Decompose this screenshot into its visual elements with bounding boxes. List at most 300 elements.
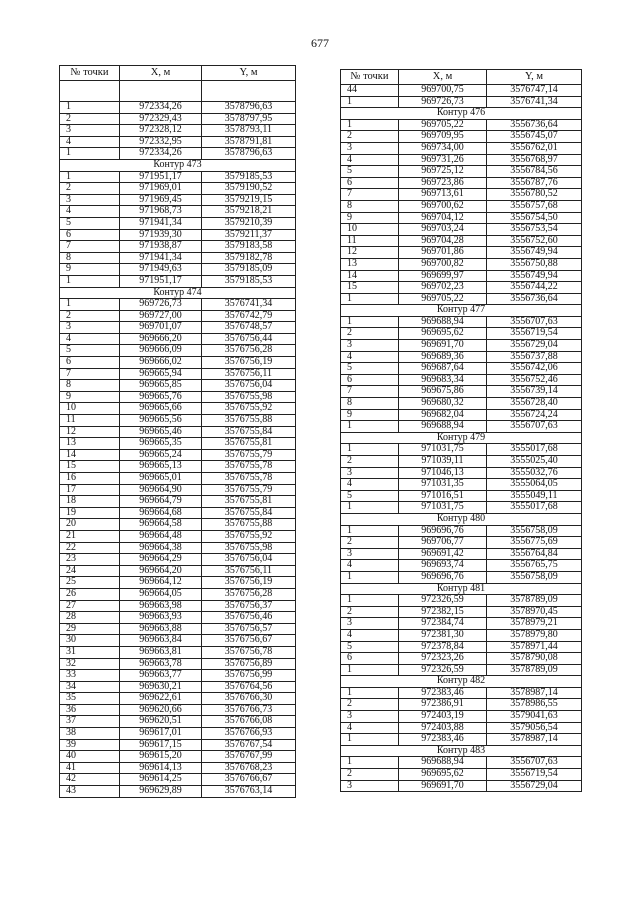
x-coordinate-cell: 969617,01: [120, 728, 202, 740]
point-number-cell: 8: [60, 252, 120, 264]
table-row: [60, 716, 296, 728]
table-row: [341, 247, 582, 259]
x-coordinate-cell: 972403,19: [399, 711, 487, 723]
x-coordinate-cell: 972378,84: [399, 641, 487, 653]
y-coordinate-cell: 3556728,40: [487, 398, 582, 410]
x-coordinate-cell: 969696,76: [399, 525, 487, 537]
table-row: [341, 629, 582, 641]
point-number-cell: 13: [341, 258, 399, 270]
table-row: [341, 200, 582, 212]
table-row: [60, 623, 296, 635]
x-coordinate-cell: 969693,74: [399, 560, 487, 572]
x-coordinate-cell: 972332,95: [120, 136, 202, 148]
y-coordinate-cell: 3556765,75: [487, 560, 582, 572]
contour-heading-row: [341, 305, 582, 317]
point-number-cell: 33: [60, 670, 120, 682]
y-coordinate-cell: 3576756,57: [202, 623, 296, 635]
y-coordinate-cell: 3579218,21: [202, 206, 296, 218]
y-coordinate-cell: 3555017,68: [487, 444, 582, 456]
table-row: [341, 606, 582, 618]
point-number-cell: 14: [60, 449, 120, 461]
x-coordinate-cell: 972323,26: [399, 653, 487, 665]
y-coordinate-cell: 3576756,28: [202, 345, 296, 357]
table-header-row: [60, 66, 296, 81]
y-coordinate-cell: 3576767,99: [202, 751, 296, 763]
point-number-cell: 2: [60, 183, 120, 195]
point-number-cell: 3: [341, 467, 399, 479]
x-coordinate-cell: 969700,75: [399, 85, 487, 97]
table-row: [341, 537, 582, 549]
point-number-cell: 43: [60, 786, 120, 798]
y-coordinate-cell: 3579056,54: [487, 722, 582, 734]
point-number-cell: 12: [341, 247, 399, 259]
y-coordinate-cell: 3576767,54: [202, 739, 296, 751]
y-coordinate-cell: 3579210,39: [202, 217, 296, 229]
table-row: [60, 635, 296, 647]
y-coordinate-cell: 3576756,11: [202, 368, 296, 380]
y-coordinate-cell: 3556744,22: [487, 282, 582, 294]
table-row: [341, 653, 582, 665]
header-point-number: № точки: [341, 70, 399, 85]
table-row: [60, 449, 296, 461]
x-coordinate-cell: 969614,13: [120, 762, 202, 774]
point-number-cell: 8: [60, 380, 120, 392]
table-row: [60, 646, 296, 658]
table-row: [341, 374, 582, 386]
table-row: [60, 217, 296, 229]
x-coordinate-cell: 969704,28: [399, 235, 487, 247]
x-coordinate-cell: 971039,11: [399, 456, 487, 468]
y-coordinate-cell: 3576766,30: [202, 693, 296, 705]
table-row: [341, 757, 582, 769]
point-number-cell: 2: [341, 456, 399, 468]
point-number-cell: 10: [60, 403, 120, 415]
point-number-cell: 11: [341, 235, 399, 247]
y-coordinate-cell: 3576756,04: [202, 554, 296, 566]
y-coordinate-cell: 3576756,37: [202, 600, 296, 612]
table-row: [60, 473, 296, 485]
point-number-cell: 26: [60, 588, 120, 600]
table-row: [341, 293, 582, 305]
x-coordinate-cell: 971969,01: [120, 183, 202, 195]
x-coordinate-cell: 969663,88: [120, 623, 202, 635]
point-number-cell: 4: [341, 722, 399, 734]
point-number-cell: 34: [60, 681, 120, 693]
x-coordinate-cell: 969683,34: [399, 374, 487, 386]
point-number-cell: 25: [60, 577, 120, 589]
table-row: [60, 728, 296, 740]
contour-label: Контур 474: [60, 287, 296, 299]
y-coordinate-cell: 3576766,73: [202, 704, 296, 716]
x-coordinate-cell: 969695,62: [399, 769, 487, 781]
table-row: [341, 687, 582, 699]
table-row: [341, 456, 582, 468]
point-number-cell: 3: [341, 340, 399, 352]
table-row: [60, 252, 296, 264]
x-coordinate-cell: 969691,42: [399, 548, 487, 560]
point-number-cell: 1: [60, 275, 120, 287]
x-coordinate-cell: 969688,94: [399, 757, 487, 769]
x-coordinate-cell: 969666,09: [120, 345, 202, 357]
table-row: [60, 565, 296, 577]
x-coordinate-cell: 969675,86: [399, 386, 487, 398]
table-row: [60, 426, 296, 438]
table-row: [341, 189, 582, 201]
y-coordinate-cell: 3556737,88: [487, 351, 582, 363]
point-number-cell: 4: [341, 351, 399, 363]
point-number-cell: 2: [341, 699, 399, 711]
y-coordinate-cell: 3576763,14: [202, 786, 296, 798]
point-number-cell: 11: [60, 415, 120, 427]
table-row: [341, 769, 582, 781]
table-row: [60, 554, 296, 566]
point-number-cell: 4: [60, 136, 120, 148]
y-coordinate-cell: 3556729,04: [487, 780, 582, 792]
table-row: [341, 142, 582, 154]
header-y: Y, м: [487, 70, 582, 85]
y-coordinate-cell: 3576748,57: [202, 322, 296, 334]
point-number-cell: 4: [60, 333, 120, 345]
table-row: [341, 386, 582, 398]
x-coordinate-cell: 969666,02: [120, 357, 202, 369]
table-row: [60, 403, 296, 415]
point-number-cell: 5: [60, 345, 120, 357]
x-coordinate-cell: 969699,97: [399, 270, 487, 282]
header-x: X, м: [399, 70, 487, 85]
x-coordinate-cell: 969691,70: [399, 340, 487, 352]
y-coordinate-cell: 3579185,53: [202, 275, 296, 287]
table-row: [60, 183, 296, 195]
point-number-cell: 1: [60, 148, 120, 160]
point-number-cell: 7: [341, 386, 399, 398]
header-y: Y, м: [202, 66, 296, 81]
point-number-cell: 6: [341, 653, 399, 665]
table-header-row: [341, 70, 582, 85]
blank-cell: [60, 81, 120, 102]
table-row: [60, 415, 296, 427]
y-coordinate-cell: 3556707,63: [487, 421, 582, 433]
y-coordinate-cell: 3576755,92: [202, 403, 296, 415]
y-coordinate-cell: 3556787,76: [487, 177, 582, 189]
x-coordinate-cell: 969617,15: [120, 739, 202, 751]
x-coordinate-cell: 972383,46: [399, 687, 487, 699]
y-coordinate-cell: 3576755,78: [202, 473, 296, 485]
y-coordinate-cell: 3576755,88: [202, 519, 296, 531]
y-coordinate-cell: 3576755,84: [202, 426, 296, 438]
table-row: [341, 664, 582, 676]
y-coordinate-cell: 3578970,45: [487, 606, 582, 618]
table-row: [60, 542, 296, 554]
contour-label: Контур 483: [341, 745, 582, 757]
point-number-cell: 17: [60, 484, 120, 496]
contour-heading-row: [60, 159, 296, 171]
y-coordinate-cell: 3576756,04: [202, 380, 296, 392]
point-number-cell: 3: [341, 711, 399, 723]
table-row: [60, 229, 296, 241]
table-row: [341, 780, 582, 792]
x-coordinate-cell: 969701,86: [399, 247, 487, 259]
table-row: [341, 270, 582, 282]
point-number-cell: 1: [60, 299, 120, 311]
x-coordinate-cell: 969663,78: [120, 658, 202, 670]
point-number-cell: 3: [341, 548, 399, 560]
x-coordinate-cell: 972381,30: [399, 629, 487, 641]
y-coordinate-cell: 3556757,68: [487, 200, 582, 212]
point-number-cell: 4: [341, 560, 399, 572]
x-coordinate-cell: 971968,73: [120, 206, 202, 218]
x-coordinate-cell: 969665,76: [120, 391, 202, 403]
point-number-cell: 15: [341, 282, 399, 294]
table-row: [341, 235, 582, 247]
x-coordinate-cell: 969664,29: [120, 554, 202, 566]
point-number-cell: 5: [341, 490, 399, 502]
y-coordinate-cell: 3576756,89: [202, 658, 296, 670]
table-row: [341, 351, 582, 363]
x-coordinate-cell: 969723,86: [399, 177, 487, 189]
y-coordinate-cell: 3556736,64: [487, 293, 582, 305]
point-number-cell: 42: [60, 774, 120, 786]
x-coordinate-cell: 969734,00: [399, 142, 487, 154]
table-row: [341, 548, 582, 560]
table-row: [60, 357, 296, 369]
point-number-cell: 9: [60, 391, 120, 403]
point-number-cell: 2: [341, 328, 399, 340]
x-coordinate-cell: 972326,59: [399, 664, 487, 676]
point-number-cell: 1: [341, 595, 399, 607]
x-coordinate-cell: 969725,12: [399, 166, 487, 178]
contour-heading-row: [341, 676, 582, 688]
x-coordinate-cell: 969665,85: [120, 380, 202, 392]
x-coordinate-cell: 971951,17: [120, 275, 202, 287]
table-row: [341, 166, 582, 178]
y-coordinate-cell: 3576756,67: [202, 635, 296, 647]
point-number-cell: 24: [60, 565, 120, 577]
y-coordinate-cell: 3556750,88: [487, 258, 582, 270]
x-coordinate-cell: 969629,89: [120, 786, 202, 798]
y-coordinate-cell: 3556736,64: [487, 119, 582, 131]
contour-heading-row: [341, 432, 582, 444]
x-coordinate-cell: 971941,34: [120, 217, 202, 229]
y-coordinate-cell: 3556724,24: [487, 409, 582, 421]
point-number-cell: 9: [60, 264, 120, 276]
point-number-cell: 10: [341, 224, 399, 236]
x-coordinate-cell: 971046,13: [399, 467, 487, 479]
x-coordinate-cell: 969704,12: [399, 212, 487, 224]
table-row: [60, 264, 296, 276]
point-number-cell: 41: [60, 762, 120, 774]
table-row: [60, 670, 296, 682]
x-coordinate-cell: 972326,59: [399, 595, 487, 607]
point-number-cell: 1: [341, 96, 399, 108]
point-number-cell: 3: [341, 780, 399, 792]
x-coordinate-cell: 969665,46: [120, 426, 202, 438]
x-coordinate-cell: 969664,20: [120, 565, 202, 577]
point-number-cell: 2: [341, 769, 399, 781]
table-row: [341, 154, 582, 166]
table-row: [60, 125, 296, 137]
table-row: [60, 438, 296, 450]
y-coordinate-cell: 3576741,34: [487, 96, 582, 108]
table-row: [60, 322, 296, 334]
x-coordinate-cell: 971951,17: [120, 171, 202, 183]
point-number-cell: 4: [341, 479, 399, 491]
point-number-cell: 8: [341, 398, 399, 410]
y-coordinate-cell: 3576756,11: [202, 565, 296, 577]
point-number-cell: 15: [60, 461, 120, 473]
y-coordinate-cell: 3556768,97: [487, 154, 582, 166]
point-number-cell: 1: [341, 421, 399, 433]
y-coordinate-cell: 3576756,46: [202, 612, 296, 624]
point-number-cell: 39: [60, 739, 120, 751]
point-number-cell: 1: [341, 664, 399, 676]
y-coordinate-cell: 3576755,98: [202, 391, 296, 403]
point-number-cell: 30: [60, 635, 120, 647]
table-row: [60, 391, 296, 403]
y-coordinate-cell: 3576755,78: [202, 461, 296, 473]
point-number-cell: 20: [60, 519, 120, 531]
y-coordinate-cell: 3578979,21: [487, 618, 582, 630]
contour-label: Контур 479: [341, 432, 582, 444]
table-row: [341, 525, 582, 537]
table-row: [60, 612, 296, 624]
table-row: [60, 113, 296, 125]
x-coordinate-cell: 972329,43: [120, 113, 202, 125]
x-coordinate-cell: 971939,30: [120, 229, 202, 241]
table-row: [60, 751, 296, 763]
x-coordinate-cell: 969615,20: [120, 751, 202, 763]
x-coordinate-cell: 969695,62: [399, 328, 487, 340]
coordinates-body-right: [341, 85, 582, 792]
x-coordinate-cell: 971031,75: [399, 444, 487, 456]
y-coordinate-cell: 3576756,19: [202, 357, 296, 369]
table-row: [341, 490, 582, 502]
table-row: [60, 577, 296, 589]
x-coordinate-cell: 972334,26: [120, 148, 202, 160]
coordinates-table-left: [59, 65, 296, 798]
y-coordinate-cell: 3576764,56: [202, 681, 296, 693]
y-coordinate-cell: 3556707,63: [487, 757, 582, 769]
table-row: [341, 467, 582, 479]
y-coordinate-cell: 3579182,78: [202, 252, 296, 264]
x-coordinate-cell: 971938,87: [120, 241, 202, 253]
table-row: [60, 206, 296, 218]
x-coordinate-cell: 969696,76: [399, 571, 487, 583]
point-number-cell: 1: [60, 171, 120, 183]
y-coordinate-cell: 3556752,46: [487, 374, 582, 386]
x-coordinate-cell: 969665,35: [120, 438, 202, 450]
table-row: [60, 693, 296, 705]
point-number-cell: 13: [60, 438, 120, 450]
x-coordinate-cell: 969663,93: [120, 612, 202, 624]
point-number-cell: 5: [60, 217, 120, 229]
header-point-number: № точки: [60, 66, 120, 81]
point-number-cell: 4: [341, 154, 399, 166]
point-number-cell: 3: [60, 194, 120, 206]
y-coordinate-cell: 3555049,11: [487, 490, 582, 502]
blank-cell: [202, 81, 296, 102]
table-row: [341, 282, 582, 294]
x-coordinate-cell: 969614,25: [120, 774, 202, 786]
x-coordinate-cell: 971016,51: [399, 490, 487, 502]
contour-label: Контур 473: [60, 159, 296, 171]
y-coordinate-cell: 3576742,79: [202, 310, 296, 322]
point-number-cell: 36: [60, 704, 120, 716]
table-row: [60, 704, 296, 716]
y-coordinate-cell: 3578796,63: [202, 148, 296, 160]
x-coordinate-cell: 971031,35: [399, 479, 487, 491]
x-coordinate-cell: 969620,66: [120, 704, 202, 716]
x-coordinate-cell: 969709,95: [399, 131, 487, 143]
y-coordinate-cell: 3576755,84: [202, 507, 296, 519]
x-coordinate-cell: 969688,94: [399, 316, 487, 328]
y-coordinate-cell: 3579183,58: [202, 241, 296, 253]
y-coordinate-cell: 3578790,08: [487, 653, 582, 665]
y-coordinate-cell: 3556762,01: [487, 142, 582, 154]
y-coordinate-cell: 3576755,79: [202, 484, 296, 496]
x-coordinate-cell: 972403,88: [399, 722, 487, 734]
point-number-cell: 5: [341, 166, 399, 178]
table-row: [60, 194, 296, 206]
x-coordinate-cell: 969665,56: [120, 415, 202, 427]
y-coordinate-cell: 3576755,79: [202, 449, 296, 461]
x-coordinate-cell: 969691,70: [399, 780, 487, 792]
table-row: [60, 171, 296, 183]
table-row: [60, 530, 296, 542]
point-number-cell: 19: [60, 507, 120, 519]
y-coordinate-cell: 3556754,50: [487, 212, 582, 224]
x-coordinate-cell: 971949,63: [120, 264, 202, 276]
point-number-cell: 1: [341, 757, 399, 769]
y-coordinate-cell: 3576747,14: [487, 85, 582, 97]
x-coordinate-cell: 969664,12: [120, 577, 202, 589]
table-row: [341, 340, 582, 352]
point-number-cell: 7: [60, 241, 120, 253]
point-number-cell: 3: [341, 142, 399, 154]
x-coordinate-cell: 969665,24: [120, 449, 202, 461]
y-coordinate-cell: 3579041,63: [487, 711, 582, 723]
x-coordinate-cell: 969665,66: [120, 403, 202, 415]
point-number-cell: 9: [341, 212, 399, 224]
table-row: [60, 484, 296, 496]
point-number-cell: 5: [341, 363, 399, 375]
table-row: [341, 444, 582, 456]
point-number-cell: 1: [341, 525, 399, 537]
contour-heading-row: [341, 513, 582, 525]
x-coordinate-cell: 969664,05: [120, 588, 202, 600]
point-number-cell: 21: [60, 530, 120, 542]
x-coordinate-cell: 969726,73: [399, 96, 487, 108]
y-coordinate-cell: 3556758,09: [487, 525, 582, 537]
y-coordinate-cell: 3556775,69: [487, 537, 582, 549]
point-number-cell: 44: [341, 85, 399, 97]
y-coordinate-cell: 3576756,78: [202, 646, 296, 658]
table-row: [60, 275, 296, 287]
y-coordinate-cell: 3578789,09: [487, 595, 582, 607]
x-coordinate-cell: 972386,91: [399, 699, 487, 711]
x-coordinate-cell: 969682,04: [399, 409, 487, 421]
point-number-cell: 28: [60, 612, 120, 624]
point-number-cell: 1: [341, 687, 399, 699]
table-row: [341, 641, 582, 653]
table-row: [341, 560, 582, 572]
x-coordinate-cell: 969731,26: [399, 154, 487, 166]
x-coordinate-cell: 969687,64: [399, 363, 487, 375]
y-coordinate-cell: 3556739,14: [487, 386, 582, 398]
y-coordinate-cell: 3579185,53: [202, 171, 296, 183]
y-coordinate-cell: 3556753,54: [487, 224, 582, 236]
y-coordinate-cell: 3556745,07: [487, 131, 582, 143]
table-row: [341, 479, 582, 491]
